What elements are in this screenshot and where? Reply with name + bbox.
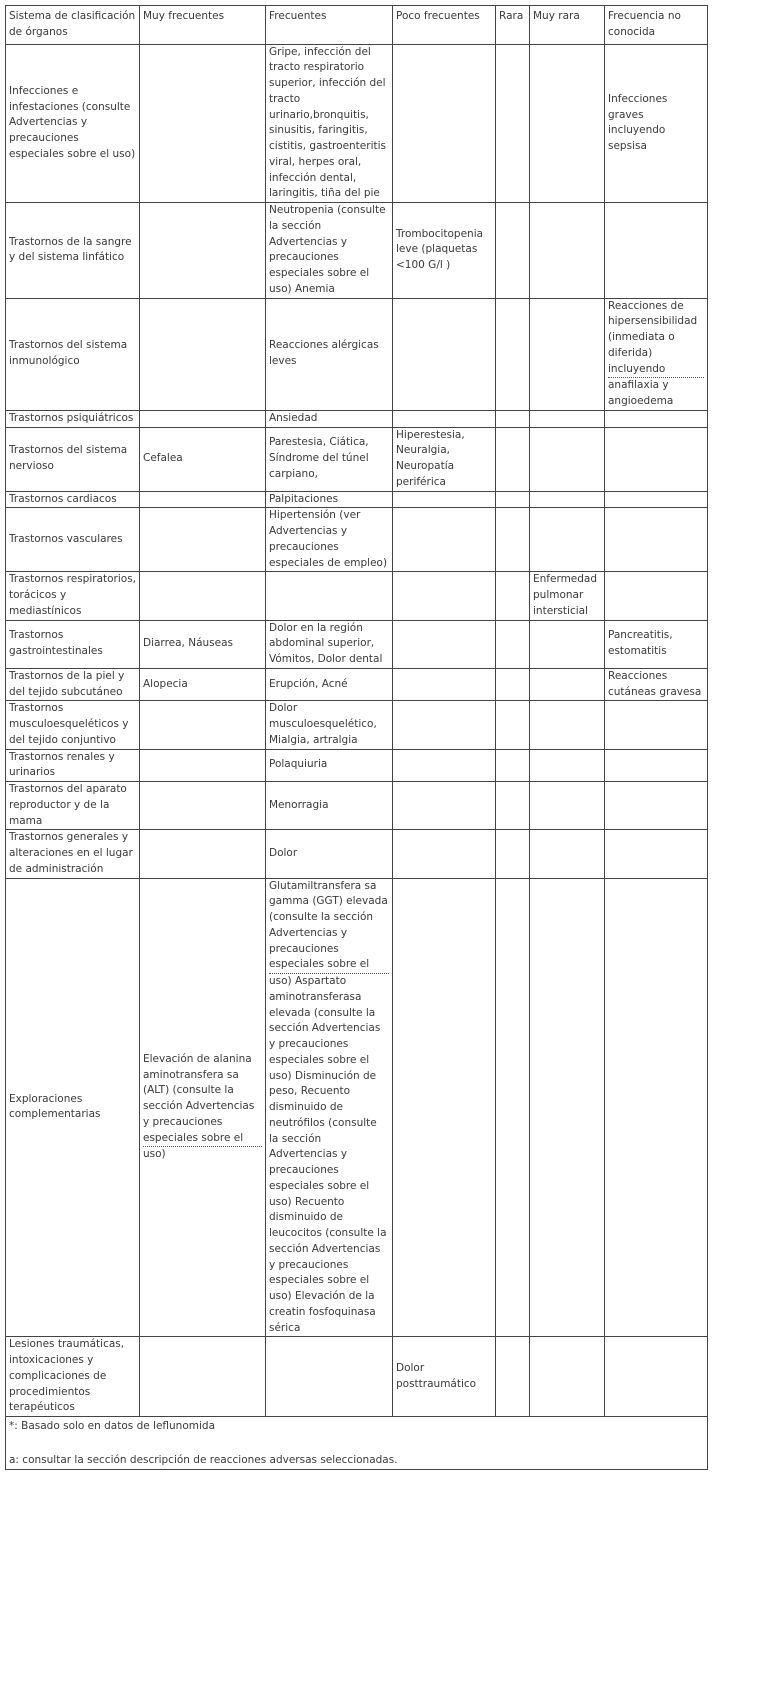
table-header-row — [6, 6, 708, 45]
frecuentes-cell: Hipertensión (ver Advertencias y precauciones especiales de empleo) — [266, 508, 393, 572]
muy-rara-cell — [530, 620, 605, 668]
frecuentes-cell: Neutropenia (consulte la sección Advertencias y precauciones especiales sobre el uso) Anemia — [266, 203, 393, 299]
soc-cell: Trastornos cardiacos — [6, 491, 140, 508]
muy-rara-cell — [530, 701, 605, 749]
muy-rara-cell — [530, 508, 605, 572]
poco-frecuentes-cell — [393, 298, 496, 410]
soc-cell: Trastornos psiquiátricos — [6, 410, 140, 427]
muy-rara-cell — [530, 830, 605, 878]
frecuentes-cell: Dolor — [266, 830, 393, 878]
soc-cell: Infecciones e infestaciones (consulte Advertencias y precauciones especiales sobre el uso) — [6, 44, 140, 203]
frecuentes-text-part-1: Glutamiltransfera sa gamma (GGT) elevada (consulte la sección Advertencias y precauciones especiales sobre el — [269, 879, 389, 975]
footnote-seleccionadas: a: consultar la sección descripción de reacciones adversas seleccionadas. — [9, 1453, 398, 1466]
muy-frecuentes-cell — [140, 749, 266, 782]
soc-cell: Trastornos gastrointestinales — [6, 620, 140, 668]
muy-rara-cell — [530, 878, 605, 1337]
muy-rara-cell — [530, 491, 605, 508]
frecuentes-cell: Gripe, infección del tracto respiratorio superior, infección del tracto urinario,bronquitis, sinusitis, faringitis, cistitis, gastroenteritis viral, herpes oral, infección dental, laringitis, tiña del pie — [266, 44, 393, 203]
table-row — [6, 830, 708, 878]
muy-frecuentes-cell — [140, 878, 266, 1337]
table-row — [6, 620, 708, 668]
muy-frecuentes-cell — [140, 701, 266, 749]
frecuentes-cell: Reacciones alérgicas leves — [266, 298, 393, 410]
poco-frecuentes-cell — [393, 44, 496, 203]
soc-cell: Trastornos generales y alteraciones en el lugar de administración — [6, 830, 140, 878]
header-cell: Poco frecuentes — [393, 6, 496, 45]
header-cell: Frecuentes — [266, 6, 393, 45]
soc-cell: Exploraciones complementarias — [6, 878, 140, 1337]
poco-frecuentes-cell — [393, 410, 496, 427]
rara-cell — [496, 44, 530, 203]
no-conocida-cell — [605, 1337, 708, 1417]
soc-cell: Trastornos renales y urinarios — [6, 749, 140, 782]
frecuentes-cell — [266, 572, 393, 620]
poco-frecuentes-cell — [393, 508, 496, 572]
poco-frecuentes-cell — [393, 878, 496, 1337]
poco-frecuentes-cell: Dolor posttraumático — [393, 1337, 496, 1417]
frecuentes-cell: Ansiedad — [266, 410, 393, 427]
rara-cell — [496, 410, 530, 427]
table-row — [6, 878, 708, 1337]
rara-cell — [496, 668, 530, 701]
frecuentes-cell — [266, 1337, 393, 1417]
rara-cell — [496, 1337, 530, 1417]
soc-cell: Trastornos respiratorios, torácicos y mediastínicos — [6, 572, 140, 620]
muy-frecuentes-cell — [140, 44, 266, 203]
soc-cell: Lesiones traumáticas, intoxicaciones y complicaciones de procedimientos terapéuticos — [6, 1337, 140, 1417]
table-row — [6, 410, 708, 427]
header-cell: Frecuencia no conocida — [605, 6, 708, 45]
rara-cell — [496, 572, 530, 620]
muy-frecuentes-cell — [140, 491, 266, 508]
soc-cell: Trastornos musculoesqueléticos y del tejido conjuntivo — [6, 701, 140, 749]
soc-cell: Trastornos de la sangre y del sistema linfático — [6, 203, 140, 299]
footnote-row — [6, 1417, 708, 1470]
muy-rara-cell — [530, 410, 605, 427]
no-conocida-cell — [605, 491, 708, 508]
muy-frecuentes-text-part-2: uso) — [143, 1148, 166, 1161]
muy-frecuentes-cell — [140, 572, 266, 620]
table-row — [6, 491, 708, 508]
muy-rara-cell — [530, 427, 605, 491]
poco-frecuentes-cell — [393, 620, 496, 668]
muy-rara-cell — [530, 1337, 605, 1417]
document-page — [5, 5, 708, 1470]
frecuentes-cell: Polaquiuria — [266, 749, 393, 782]
rara-cell — [496, 620, 530, 668]
rara-cell — [496, 749, 530, 782]
poco-frecuentes-cell — [393, 782, 496, 830]
table-row — [6, 508, 708, 572]
rara-cell — [496, 491, 530, 508]
no-conocida-cell — [605, 572, 708, 620]
table-row — [6, 749, 708, 782]
no-conocida-cell — [605, 298, 708, 410]
frecuentes-cell: Dolor en la región abdominal superior, Vómitos, Dolor dental — [266, 620, 393, 668]
rara-cell — [496, 878, 530, 1337]
no-conocida-cell — [605, 427, 708, 491]
table-row — [6, 572, 708, 620]
no-conocida-cell: Pancreatitis, estomatitis — [605, 620, 708, 668]
muy-rara-cell: Enfermedad pulmonar intersticial — [530, 572, 605, 620]
table-row — [6, 782, 708, 830]
table-row — [6, 44, 708, 203]
muy-rara-cell — [530, 668, 605, 701]
rara-cell — [496, 427, 530, 491]
poco-frecuentes-cell — [393, 701, 496, 749]
frecuentes-text-part-2: uso) Aspartato aminotransferasa elevada (consulte la sección Advertencias y precauciones especiales sobre el uso) Disminución de peso, Recuento disminuido de neutrófilos (consulte la sección Advertencias y precauciones especiales sobre el uso) Recuento disminuido de leucocitos (consulte la sección Advertencias y precauciones especiales sobre el uso) Elevación de la creatin fosfoquinasa sérica — [269, 975, 387, 1334]
no-conocida-text-part-2: anafilaxia y angioedema — [608, 379, 674, 407]
no-conocida-cell — [605, 830, 708, 878]
footnote-cell — [6, 1417, 708, 1470]
poco-frecuentes-cell — [393, 668, 496, 701]
soc-cell: Trastornos del sistema inmunológico — [6, 298, 140, 410]
frecuentes-cell: Palpitaciones — [266, 491, 393, 508]
no-conocida-cell — [605, 203, 708, 299]
soc-cell: Trastornos del sistema nervioso — [6, 427, 140, 491]
no-conocida-cell — [605, 749, 708, 782]
table-row — [6, 427, 708, 491]
frecuentes-cell: Dolor musculoesquelético, Mialgia, artralgia — [266, 701, 393, 749]
rara-cell — [496, 830, 530, 878]
muy-rara-cell — [530, 44, 605, 203]
muy-frecuentes-cell — [140, 410, 266, 427]
muy-frecuentes-text-part-1: Elevación de alanina aminotransfera sa (ALT) (consulte la sección Advertencias y precauciones especiales sobre el — [143, 1052, 262, 1148]
table-row — [6, 701, 708, 749]
header-cell: Rara — [496, 6, 530, 45]
no-conocida-text-part-1: Reacciones de hipersensibilidad (inmediata o diferida) incluyendo — [608, 299, 704, 379]
muy-frecuentes-cell: Cefalea — [140, 427, 266, 491]
no-conocida-cell — [605, 782, 708, 830]
soc-cell: Trastornos del aparato reproductor y de la mama — [6, 782, 140, 830]
soc-cell: Trastornos de la piel y del tejido subcutáneo — [6, 668, 140, 701]
poco-frecuentes-cell — [393, 572, 496, 620]
header-cell: Sistema de clasificación de órganos — [6, 6, 140, 45]
rara-cell — [496, 508, 530, 572]
muy-frecuentes-cell — [140, 830, 266, 878]
muy-frecuentes-cell — [140, 1337, 266, 1417]
no-conocida-cell: Reacciones cutáneas gravesa — [605, 668, 708, 701]
no-conocida-cell: Infecciones graves incluyendo sepsisa — [605, 44, 708, 203]
frecuentes-cell: Erupción, Acné — [266, 668, 393, 701]
poco-frecuentes-cell — [393, 830, 496, 878]
no-conocida-cell — [605, 701, 708, 749]
muy-frecuentes-cell: Diarrea, Náuseas — [140, 620, 266, 668]
poco-frecuentes-cell: Hiperestesia, Neuralgia, Neuropatía periférica — [393, 427, 496, 491]
poco-frecuentes-cell: Trombocitopenia leve (plaquetas <100 G/l ) — [393, 203, 496, 299]
muy-frecuentes-cell — [140, 298, 266, 410]
table-row — [6, 298, 708, 410]
rara-cell — [496, 782, 530, 830]
no-conocida-cell — [605, 878, 708, 1337]
muy-rara-cell — [530, 203, 605, 299]
muy-frecuentes-cell — [140, 508, 266, 572]
poco-frecuentes-cell — [393, 491, 496, 508]
rara-cell — [496, 203, 530, 299]
footnote-spacer — [9, 1435, 704, 1453]
frecuentes-cell — [266, 878, 393, 1337]
table-row — [6, 1337, 708, 1417]
muy-frecuentes-cell: Alopecia — [140, 668, 266, 701]
table-row — [6, 203, 708, 299]
frecuentes-cell: Menorragia — [266, 782, 393, 830]
soc-cell: Trastornos vasculares — [6, 508, 140, 572]
muy-frecuentes-cell — [140, 782, 266, 830]
header-cell: Muy rara — [530, 6, 605, 45]
footnote-leflunomida: *: Basado solo en datos de leflunomida — [9, 1420, 216, 1432]
muy-frecuentes-cell — [140, 203, 266, 299]
header-cell: Muy frecuentes — [140, 6, 266, 45]
rara-cell — [496, 298, 530, 410]
muy-rara-cell — [530, 298, 605, 410]
no-conocida-cell — [605, 508, 708, 572]
frecuentes-cell: Parestesia, Ciática, Síndrome del túnel carpiano, — [266, 427, 393, 491]
table-row — [6, 668, 708, 701]
muy-rara-cell — [530, 782, 605, 830]
no-conocida-cell — [605, 410, 708, 427]
rara-cell — [496, 701, 530, 749]
poco-frecuentes-cell — [393, 749, 496, 782]
adverse-reactions-table — [5, 5, 708, 1470]
muy-rara-cell — [530, 749, 605, 782]
